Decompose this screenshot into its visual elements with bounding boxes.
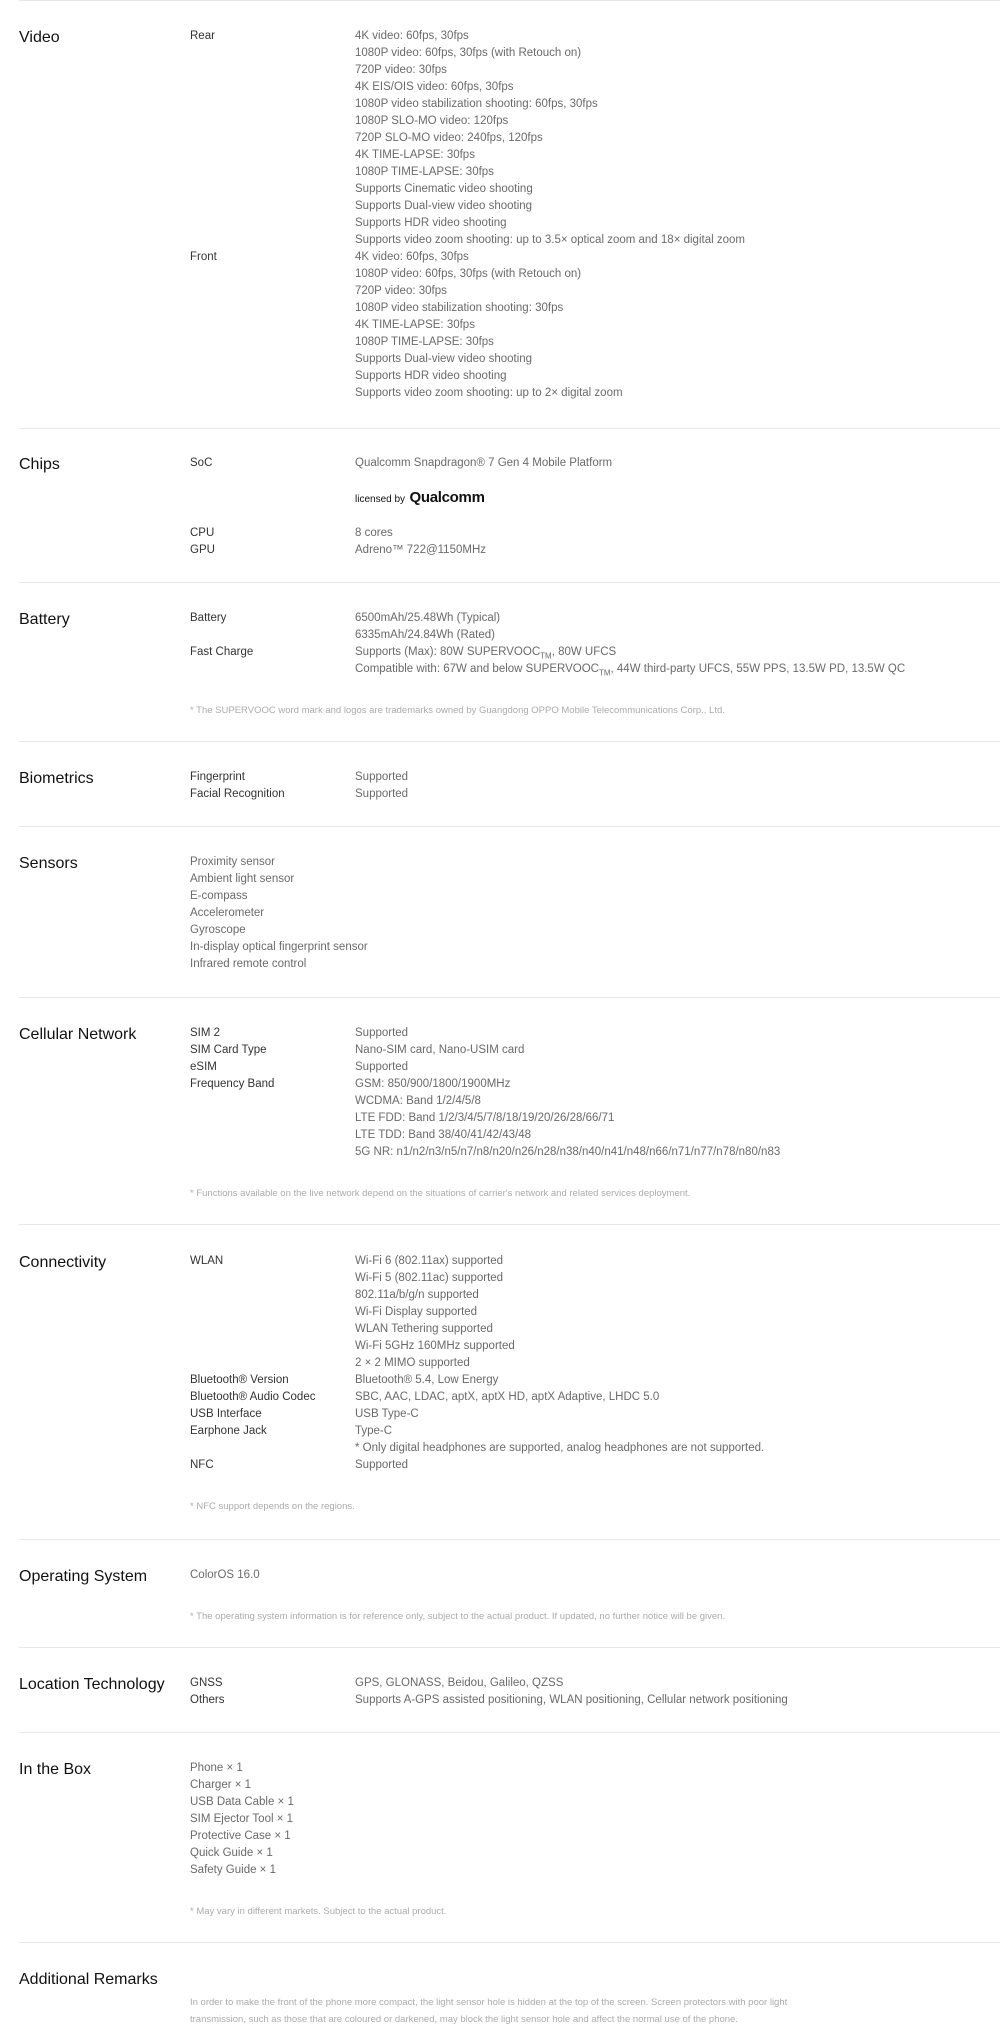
spec-value: 6335mAh/24.84Wh (Rated) bbox=[355, 629, 495, 641]
spec-value: WCDMA: Band 1/2/4/5/8 bbox=[355, 1095, 481, 1107]
spec-label: Facial Recognition bbox=[190, 788, 285, 800]
section-title: Sensors bbox=[19, 855, 78, 872]
list-item: Phone × 1 bbox=[190, 1762, 243, 1774]
list-item: Safety Guide × 1 bbox=[190, 1864, 276, 1876]
spec-value: WLAN Tethering supported bbox=[355, 1323, 493, 1335]
spec-value: Nano-SIM card, Nano-USIM card bbox=[355, 1044, 525, 1056]
spec-value: 4K TIME-LAPSE: 30fps bbox=[355, 149, 475, 161]
spec-label: Rear bbox=[190, 30, 215, 42]
list-item: E-compass bbox=[190, 890, 248, 902]
spec-value: Supported bbox=[355, 771, 409, 783]
spec-value: LTE FDD: Band 1/2/3/4/5/7/8/18/19/20/26/28/66/71 bbox=[355, 1112, 615, 1124]
spec-value: 4K video: 60fps, 30fps bbox=[355, 30, 469, 42]
top-divider bbox=[19, 0, 1000, 1]
spec-value: 8 cores bbox=[355, 527, 393, 539]
list-item: Ambient light sensor bbox=[190, 873, 295, 885]
spec-value: Supports video zoom shooting: up to 3.5× optical zoom and 18× digital zoom bbox=[355, 234, 745, 246]
footnote: * The SUPERVOOC word mark and logos are trademarks owned by Guangdong OPPO Mobile Telecommunications Corp., Ltd. bbox=[190, 705, 725, 716]
spec-value: GSM: 850/900/1800/1900MHz bbox=[355, 1078, 511, 1090]
section-divider bbox=[19, 1224, 1000, 1225]
spec-value: 1080P TIME-LAPSE: 30fps bbox=[355, 166, 494, 178]
spec-value: 4K TIME-LAPSE: 30fps bbox=[355, 319, 475, 331]
spec-value: Adreno™ 722@1150MHz bbox=[355, 544, 487, 556]
spec-value: Type-C bbox=[355, 1425, 393, 1437]
spec-value: 1080P TIME-LAPSE: 30fps bbox=[355, 336, 494, 348]
spec-value: 4K EIS/OIS video: 60fps, 30fps bbox=[355, 81, 514, 93]
section-title: Additional Remarks bbox=[19, 1971, 158, 1988]
section-title: Location Technology bbox=[19, 1676, 165, 1693]
spec-value: SBC, AAC, LDAC, aptX, aptX HD, aptX Adaptive, LHDC 5.0 bbox=[355, 1391, 660, 1403]
qualcomm-logo bbox=[355, 489, 485, 507]
spec-value: Supports HDR video shooting bbox=[355, 217, 507, 229]
spec-label: CPU bbox=[190, 527, 215, 539]
section-title: Cellular Network bbox=[19, 1026, 137, 1043]
spec-label: Others bbox=[190, 1694, 225, 1706]
section-title: Chips bbox=[19, 456, 60, 473]
spec-value bbox=[355, 661, 905, 681]
spec-value: LTE TDD: Band 38/40/41/42/43/48 bbox=[355, 1129, 532, 1141]
section-title: Video bbox=[19, 29, 60, 46]
spec-value: 720P SLO-MO video: 240fps, 120fps bbox=[355, 132, 543, 144]
spec-value: * Only digital headphones are supported, analog headphones are not supported. bbox=[355, 1442, 765, 1454]
spec-label: eSIM bbox=[190, 1061, 217, 1073]
section-divider bbox=[19, 826, 1000, 827]
spec-label: GNSS bbox=[190, 1677, 223, 1689]
section-title: Operating System bbox=[19, 1568, 148, 1585]
text-part: Supports (Max): 80W SUPERVOOC bbox=[355, 646, 541, 658]
spec-value: 1080P SLO-MO video: 120fps bbox=[355, 115, 509, 127]
text-part: , 44W third-party UFCS, 55W PPS, 13.5W PD, 13.5W QC bbox=[610, 663, 906, 675]
footnote: * NFC support depends on the regions. bbox=[190, 1501, 355, 1512]
section-divider bbox=[19, 1647, 1000, 1648]
text-part: Compatible with: 67W and below SUPERVOOC bbox=[355, 663, 599, 675]
spec-value: Supports Cinematic video shooting bbox=[355, 183, 533, 195]
list-item: Charger × 1 bbox=[190, 1779, 252, 1791]
list-item: Quick Guide × 1 bbox=[190, 1847, 273, 1859]
list-item: In-display optical fingerprint sensor bbox=[190, 941, 368, 953]
spec-value: 2 × 2 MIMO supported bbox=[355, 1357, 470, 1369]
spec-value: Supports video zoom shooting: up to 2× digital zoom bbox=[355, 387, 623, 399]
spec-value: 1080P video stabilization shooting: 60fps, 30fps bbox=[355, 98, 598, 110]
spec-label: Earphone Jack bbox=[190, 1425, 267, 1437]
spec-value: Qualcomm Snapdragon® 7 Gen 4 Mobile Platform bbox=[355, 457, 613, 469]
spec-value: Supported bbox=[355, 788, 409, 800]
spec-label: WLAN bbox=[190, 1255, 224, 1267]
licensed-by-text: licensed by bbox=[355, 494, 406, 505]
list-item: Infrared remote control bbox=[190, 958, 307, 970]
spec-value: 1080P video: 60fps, 30fps (with Retouch on) bbox=[355, 47, 582, 59]
spec-label: SIM 2 bbox=[190, 1027, 221, 1039]
spec-value: Supports Dual-view video shooting bbox=[355, 200, 533, 212]
spec-value: Supported bbox=[355, 1061, 409, 1073]
list-item: Gyroscope bbox=[190, 924, 246, 936]
spec-label: Fast Charge bbox=[190, 646, 254, 658]
remark-text: In order to make the front of the phone more compact, the light sensor hole is hidden at the top of the screen. Screen protectors with poor light transmission, such as those that are coloured or darkened, may block the light sensor hole and affect the normal use of the phone. bbox=[190, 1997, 788, 2025]
spec-value: 5G NR: n1/n2/n3/n5/n7/n8/n20/n26/n28/n38/n40/n41/n48/n66/n71/n77/n78/n80/n83 bbox=[355, 1146, 781, 1158]
list-item: Proximity sensor bbox=[190, 856, 275, 868]
spec-label: USB Interface bbox=[190, 1408, 262, 1420]
spec-value: 4K video: 60fps, 30fps bbox=[355, 251, 469, 263]
trademark-sub: TM bbox=[598, 668, 611, 678]
spec-value: 802.11a/b/g/n supported bbox=[355, 1289, 479, 1301]
spec-label: GPU bbox=[190, 544, 215, 556]
spec-value: Supported bbox=[355, 1459, 409, 1471]
spec-value: USB Type-C bbox=[355, 1408, 419, 1420]
list-item: Accelerometer bbox=[190, 907, 265, 919]
qualcomm-wordmark: Qualcomm bbox=[409, 489, 485, 506]
spec-label: SIM Card Type bbox=[190, 1044, 267, 1056]
spec-value: Wi-Fi 6 (802.11ax) supported bbox=[355, 1255, 504, 1267]
spec-label: Frequency Band bbox=[190, 1078, 275, 1090]
spec-value: Wi-Fi Display supported bbox=[355, 1306, 478, 1318]
spec-value: 1080P video: 60fps, 30fps (with Retouch on) bbox=[355, 268, 582, 280]
spec-value: Supports A-GPS assisted positioning, WLAN positioning, Cellular network positioning bbox=[355, 1694, 788, 1706]
spec-value: Supports HDR video shooting bbox=[355, 370, 507, 382]
spec-value: 6500mAh/25.48Wh (Typical) bbox=[355, 612, 501, 624]
spec-value: 720P video: 30fps bbox=[355, 64, 447, 76]
footnote: * Functions available on the live network depend on the situations of carrier's network and related services deployment. bbox=[190, 1188, 691, 1199]
section-divider bbox=[19, 1942, 1000, 1943]
spec-value: Bluetooth® 5.4, Low Energy bbox=[355, 1374, 499, 1386]
section-divider bbox=[19, 582, 1000, 583]
footnote: * May vary in different markets. Subject to the actual product. bbox=[190, 1906, 447, 1917]
spec-value: Wi-Fi 5 (802.11ac) supported bbox=[355, 1272, 504, 1284]
list-item: USB Data Cable × 1 bbox=[190, 1796, 294, 1808]
section-title: In the Box bbox=[19, 1761, 92, 1778]
section-title: Biometrics bbox=[19, 770, 94, 787]
spec-label: SoC bbox=[190, 457, 213, 469]
spec-value: Supported bbox=[355, 1027, 409, 1039]
spec-value: GPS, GLONASS, Beidou, Galileo, QZSS bbox=[355, 1677, 564, 1689]
section-divider bbox=[19, 997, 1000, 998]
spec-label: Battery bbox=[190, 612, 227, 624]
section-divider bbox=[19, 741, 1000, 742]
footnote: * The operating system information is for reference only, subject to the actual product. If updated, no further notice will be given. bbox=[190, 1611, 726, 1622]
spec-label: Bluetooth® Audio Codec bbox=[190, 1391, 316, 1403]
list-item: Protective Case × 1 bbox=[190, 1830, 291, 1842]
spec-label: Front bbox=[190, 251, 217, 263]
section-title: Connectivity bbox=[19, 1254, 107, 1271]
text-part: , 80W UFCS bbox=[551, 646, 617, 658]
section-divider bbox=[19, 1732, 1000, 1733]
section-title: Battery bbox=[19, 611, 70, 628]
spec-value: Wi-Fi 5GHz 160MHz supported bbox=[355, 1340, 515, 1352]
list-item: SIM Ejector Tool × 1 bbox=[190, 1813, 294, 1825]
spec-label: Bluetooth® Version bbox=[190, 1374, 289, 1386]
spec-value: Supports Dual-view video shooting bbox=[355, 353, 533, 365]
spec-value: ColorOS 16.0 bbox=[190, 1569, 260, 1581]
spec-value: 720P video: 30fps bbox=[355, 285, 447, 297]
spec-value: 1080P video stabilization shooting: 30fps bbox=[355, 302, 564, 314]
section-divider bbox=[19, 428, 1000, 429]
spec-label: Fingerprint bbox=[190, 771, 245, 783]
section-divider bbox=[19, 1539, 1000, 1540]
spec-label: NFC bbox=[190, 1459, 214, 1471]
trademark-sub: TM bbox=[540, 651, 552, 661]
